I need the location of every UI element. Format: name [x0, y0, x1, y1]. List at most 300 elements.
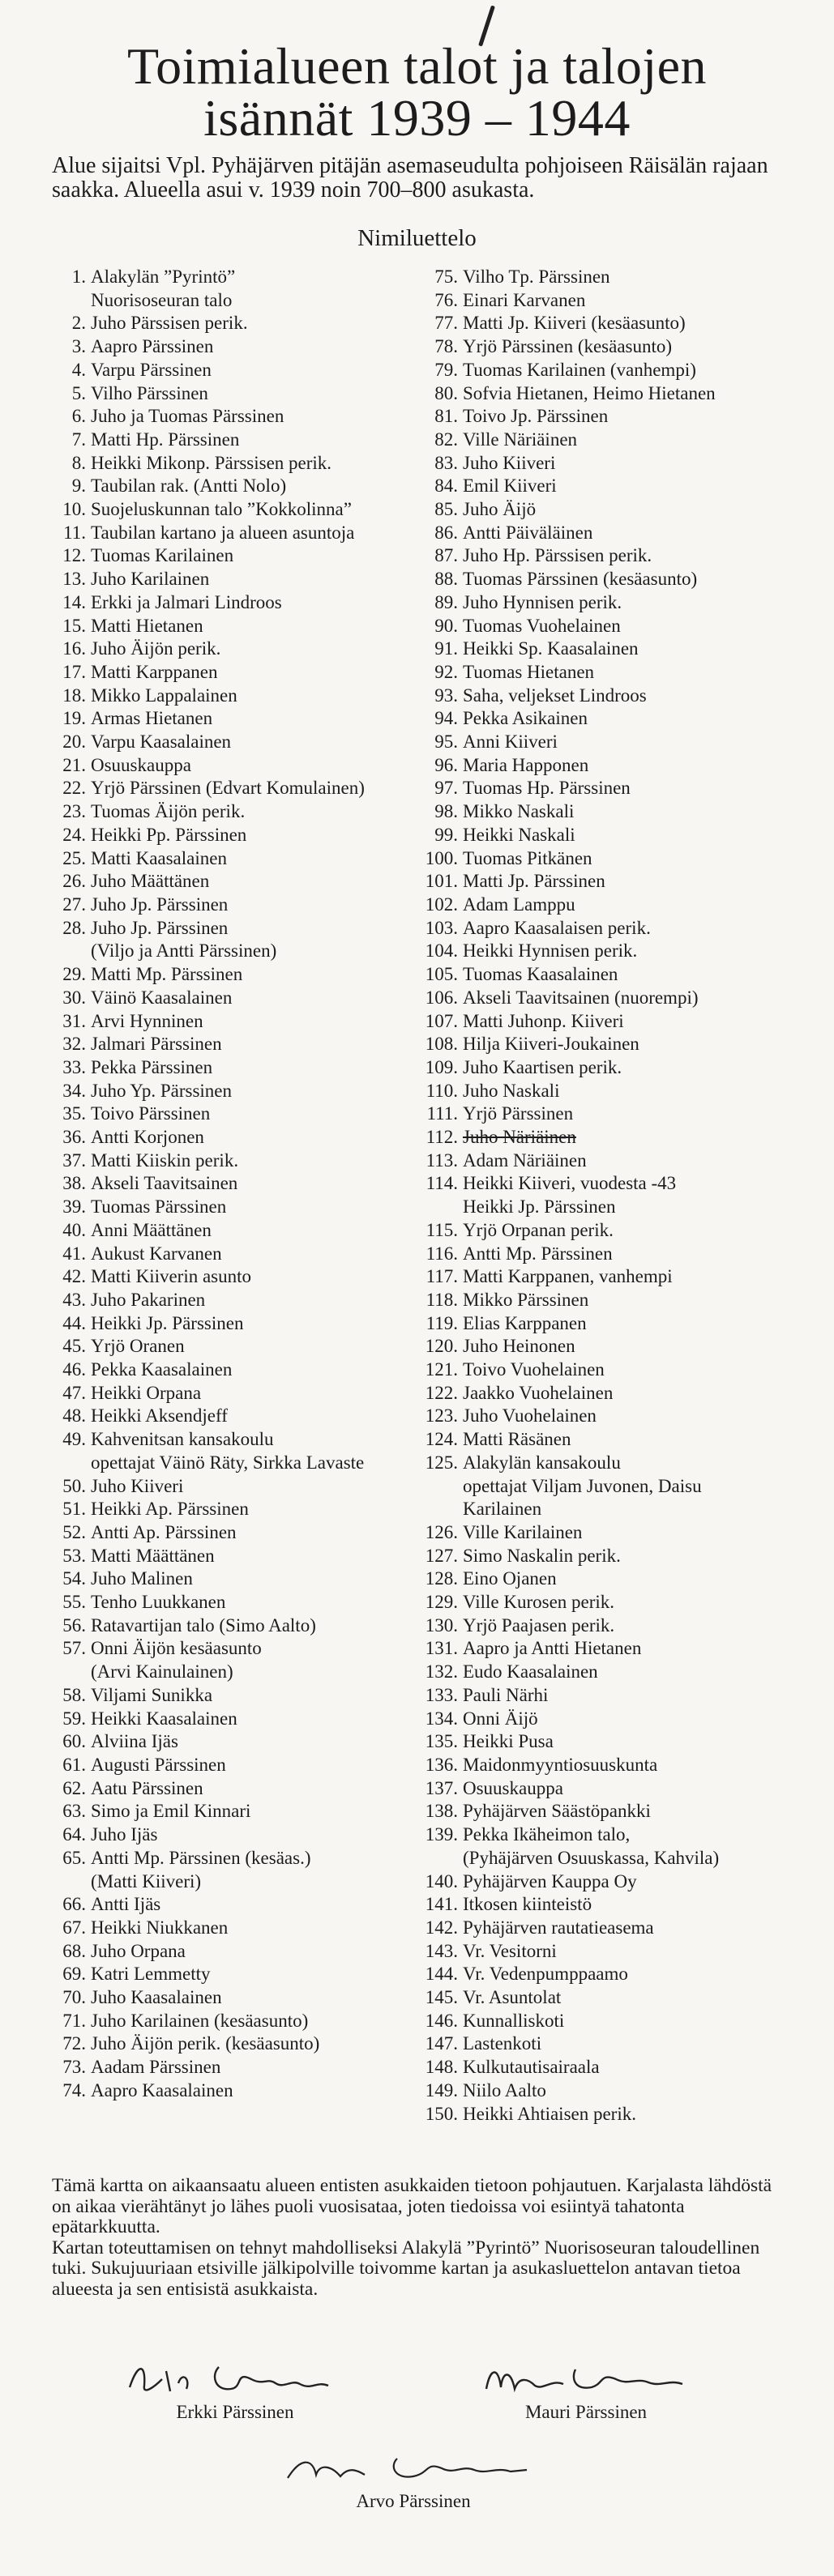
item-number: 25. [62, 847, 86, 868]
item-name: Tenho Luukkanen [91, 1592, 226, 1613]
item-number: 32. [62, 1034, 86, 1055]
item-number: 105. [425, 964, 458, 985]
list-item [409, 1637, 790, 1661]
list-item [409, 498, 790, 522]
list-item [47, 1870, 420, 1894]
item-number: 39. [62, 1196, 86, 1218]
list-item [409, 1730, 790, 1754]
item-number: 116. [426, 1243, 458, 1264]
signature-scribble [122, 2355, 365, 2403]
item-number: 22. [62, 778, 86, 799]
list-item [47, 754, 420, 778]
item-name: Lastenkoti [463, 2033, 542, 2054]
item-number: 76. [434, 289, 458, 310]
item-number: 94. [434, 708, 458, 729]
item-number: 20. [62, 731, 86, 753]
item-number: 66. [62, 1894, 86, 1915]
list-item [409, 2103, 790, 2126]
item-name: Juho Äijön perik. [91, 638, 221, 659]
list-item [47, 1010, 420, 1034]
list-item [409, 544, 790, 568]
item-name: Matti Jp. Pärssinen [463, 871, 605, 892]
item-name: (Viljo ja Antti Pärssinen) [91, 940, 277, 962]
item-name: Heikki Kiiveri, vuodesta -43 [463, 1173, 677, 1194]
item-number: 73. [62, 2057, 86, 2078]
signature-name: Erkki Pärssinen [176, 2402, 294, 2422]
list-item [47, 870, 420, 893]
list-item [409, 1823, 790, 1847]
list-item [47, 1056, 420, 1080]
list-item [47, 1614, 420, 1638]
list-item [409, 1196, 790, 1219]
list-item [47, 800, 420, 824]
item-name: Jalmari Pärssinen [91, 1034, 222, 1055]
item-number: 123. [425, 1405, 458, 1427]
list-item [47, 312, 420, 335]
item-number: 141. [425, 1894, 458, 1915]
list-item [47, 731, 420, 754]
list-item [47, 1823, 420, 1847]
item-number: 120. [425, 1336, 458, 1357]
list-item [409, 824, 790, 847]
item-name: Heikki Naskali [463, 824, 575, 845]
list-item [47, 1196, 420, 1219]
item-number: 126. [425, 1521, 458, 1542]
item-name: Yrjö Orpanan perik. [463, 1219, 614, 1240]
item-name: Adam Lamppu [463, 893, 575, 915]
item-name: Juho Äijö [463, 499, 537, 520]
item-name: Heikki Aksendjeff [91, 1405, 228, 1427]
item-number: 2. [71, 313, 86, 334]
item-number: 117. [426, 1266, 458, 1287]
item-name: Tuomas Kaasalainen [463, 964, 618, 985]
item-number: 74. [62, 2079, 86, 2100]
list-item [409, 429, 790, 452]
list-item [409, 2056, 790, 2079]
item-number: 68. [62, 1940, 86, 1961]
list-item [47, 1567, 420, 1591]
list-item [409, 1149, 790, 1173]
list-item [409, 405, 790, 429]
item-name: Juho Yp. Pärssinen [91, 1080, 233, 1101]
item-number: 12. [62, 545, 86, 566]
item-name: Emil Kiiveri [463, 476, 557, 497]
list-item [47, 1243, 420, 1266]
item-name: Matti Mp. Pärssinen [91, 964, 243, 985]
item-name: Kulkutautisairaala [463, 2057, 600, 2078]
signature-scribble [276, 2442, 543, 2491]
item-name: Heikki Ap. Pärssinen [91, 1499, 249, 1520]
item-number: 18. [62, 685, 86, 706]
item-name: Onni Äijö [463, 1708, 538, 1729]
list-item [409, 1661, 790, 1684]
item-name: (Matti Kiiveri) [91, 1870, 202, 1891]
list-item [409, 266, 790, 289]
item-name: Juho Ijäs [91, 1824, 158, 1845]
list-item [409, 870, 790, 893]
list-item [409, 754, 790, 778]
item-number: 15. [62, 615, 86, 636]
item-name: Pauli Närhi [463, 1684, 549, 1705]
list-item [47, 382, 420, 406]
item-number: 119. [426, 1312, 458, 1333]
item-number: 8. [71, 452, 86, 473]
item-name: Yrjö Paajasen perik. [463, 1614, 615, 1636]
item-name: Eudo Kaasalainen [463, 1661, 598, 1683]
list-item [47, 1800, 420, 1823]
item-name: Eino Ojanen [463, 1568, 557, 1589]
item-name: Heikki Hynnisen perik. [463, 940, 638, 962]
list-item [409, 1102, 790, 1126]
item-name: Varpu Kaasalainen [91, 731, 232, 753]
list-item [47, 987, 420, 1010]
item-name: Aukust Karvanen [91, 1243, 222, 1264]
item-number: 81. [434, 406, 458, 427]
item-number: 129. [425, 1592, 458, 1613]
item-name: Antti Päiväläinen [463, 522, 593, 543]
list-item [409, 1243, 790, 1266]
item-number: 59. [62, 1708, 86, 1729]
list-item [409, 1777, 790, 1801]
item-number: 135. [425, 1731, 458, 1752]
list-item [409, 335, 790, 359]
item-name: Akseli Taavitsainen [91, 1173, 238, 1194]
item-name: Heikki Pp. Pärssinen [91, 824, 247, 845]
signature-name: Mauri Pärssinen [524, 2402, 648, 2422]
item-number: 72. [62, 2033, 86, 2054]
item-name: Juho ja Tuomas Pärssinen [91, 406, 284, 427]
item-number: 67. [62, 1917, 86, 1938]
item-name: Juho Karilainen (kesäasunto) [91, 2010, 309, 2031]
name-list-left [47, 266, 420, 2103]
item-name: Arvi Hynninen [91, 1010, 203, 1031]
list-item [47, 1475, 420, 1499]
item-name: Heikki Niukkanen [91, 1917, 229, 1938]
list-item [47, 1708, 420, 1731]
item-name: Einari Karvanen [463, 289, 586, 310]
list-item [47, 940, 420, 963]
item-number: 103. [425, 917, 458, 938]
item-name: Tuomas Hietanen [463, 661, 595, 682]
list-item [409, 987, 790, 1010]
item-number: 107. [425, 1010, 458, 1031]
item-name: Aapro Pärssinen [91, 336, 214, 357]
item-name: Erkki ja Jalmari Lindroos [91, 591, 282, 612]
list-item [47, 1172, 420, 1196]
list-item [47, 475, 420, 498]
item-name: Itkosen kiinteistö [463, 1894, 592, 1915]
list-item [409, 568, 790, 591]
item-name: Heikki Sp. Kaasalainen [463, 638, 639, 659]
item-number: 80. [434, 382, 458, 403]
item-name: Juho Kiiveri [91, 1475, 184, 1496]
item-number: 143. [425, 1940, 458, 1961]
item-name: Tuomas Vuohelainen [463, 615, 621, 636]
list-item [409, 452, 790, 476]
list-item [409, 312, 790, 335]
item-name: Vilho Tp. Pärssinen [463, 267, 610, 287]
list-item [409, 800, 790, 824]
item-name: Tuomas Äijön perik. [91, 801, 246, 822]
list-item [47, 522, 420, 545]
item-number: 82. [434, 429, 458, 450]
item-number: 98. [434, 801, 458, 822]
item-number: 130. [425, 1614, 458, 1636]
item-name: Mikko Lappalainen [91, 685, 237, 706]
item-number: 115. [426, 1219, 458, 1240]
item-number: 101. [425, 871, 458, 892]
item-name: Pekka Ikäheimon talo, [463, 1824, 631, 1845]
item-name: Heikki Kaasalainen [91, 1708, 237, 1729]
item-number: 31. [62, 1010, 86, 1031]
item-number: 77. [434, 313, 458, 334]
item-number: 125. [425, 1452, 458, 1473]
list-item [47, 359, 420, 382]
item-name: Ville Näriäinen [463, 429, 578, 450]
item-number: 55. [62, 1592, 86, 1613]
item-name: Matti Kiiverin asunto [91, 1266, 252, 1287]
list-item [47, 335, 420, 359]
item-name: Antti Korjonen [91, 1127, 204, 1148]
signature-scribble [470, 2355, 705, 2403]
list-item [47, 824, 420, 847]
item-name: Yrjö Oranen [91, 1336, 185, 1357]
list-item [409, 1940, 790, 1964]
item-name: Vr. Vesitorni [463, 1940, 557, 1961]
item-name: Ratavartijan talo (Simo Aalto) [91, 1614, 316, 1636]
list-item [409, 1056, 790, 1080]
list-item [409, 1172, 790, 1196]
list-item [409, 1521, 790, 1545]
item-name: Antti Mp. Pärssinen [463, 1243, 613, 1264]
list-item [47, 1149, 420, 1173]
item-name: Aapro Kaasalaisen perik. [463, 917, 651, 938]
item-number: 49. [62, 1429, 86, 1450]
item-name: Matti Kaasalainen [91, 847, 227, 868]
item-name: Heikki Jp. Pärssinen [91, 1312, 244, 1333]
list-item [47, 1312, 420, 1336]
item-name: Tuomas Pitkänen [463, 847, 592, 868]
item-name: Vr. Vedenpumppaamo [463, 1964, 628, 1985]
item-name: Juho Naskali [463, 1080, 560, 1101]
item-name: Heikki Pusa [463, 1731, 554, 1752]
item-name: Hilja Kiiveri-Joukainen [463, 1034, 639, 1055]
list-item [47, 963, 420, 987]
list-item [409, 522, 790, 545]
item-number: 65. [62, 1847, 86, 1868]
item-name: Anni Määttänen [91, 1219, 212, 1240]
item-number: 144. [425, 1964, 458, 1985]
list-item [409, 1033, 790, 1056]
item-name: Vr. Asuntolat [463, 1987, 562, 2008]
item-name: Tuomas Karilainen [91, 545, 234, 566]
item-number: 30. [62, 987, 86, 1008]
item-number: 100. [425, 847, 458, 868]
item-name: Juho Vuohelainen [463, 1405, 597, 1427]
item-number: 124. [425, 1429, 458, 1450]
list-item [47, 917, 420, 940]
list-item [409, 1963, 790, 1986]
item-name: Juho Määttänen [91, 871, 210, 892]
list-item [47, 498, 420, 522]
list-item [409, 1917, 790, 1940]
list-item [409, 1708, 790, 1731]
list-item [47, 777, 420, 800]
item-name: Juho Karilainen [91, 569, 210, 590]
item-name: Matti Räsänen [463, 1429, 571, 1450]
list-item [409, 1335, 790, 1358]
list-item [47, 707, 420, 731]
item-number: 147. [425, 2033, 458, 2054]
item-name: Akseli Taavitsainen (nuorempi) [463, 987, 699, 1008]
list-item [409, 1545, 790, 1568]
item-number: 145. [425, 1987, 458, 2008]
item-name: Heikki Orpana [91, 1382, 202, 1403]
item-name: Saha, veljekset Lindroos [463, 685, 647, 706]
item-number: 114. [426, 1173, 458, 1194]
item-number: 37. [62, 1149, 86, 1171]
list-item [47, 591, 420, 615]
item-name: Toivo Vuohelainen [463, 1359, 605, 1380]
item-number: 60. [62, 1731, 86, 1752]
item-name: Matti Hietanen [91, 615, 203, 636]
list-item [47, 615, 420, 638]
item-name: Heikki Ahtiaisen perik. [463, 2103, 636, 2124]
list-item [409, 1428, 790, 1452]
item-number: 9. [71, 476, 86, 497]
list-item [47, 2032, 420, 2056]
item-name: Pyhäjärven rautatieasema [463, 1917, 654, 1938]
item-number: 71. [62, 2010, 86, 2031]
item-name: Kunnalliskoti [463, 2010, 565, 2031]
item-number: 146. [425, 2010, 458, 2031]
list-item [409, 1614, 790, 1638]
item-number: 91. [434, 638, 458, 659]
item-name: Armas Hietanen [91, 708, 213, 729]
name-list-right [409, 266, 790, 2126]
list-item [409, 289, 790, 313]
item-number: 11. [63, 522, 86, 543]
list-item [47, 1265, 420, 1289]
signature-arvo [276, 2442, 543, 2491]
list-item [47, 1405, 420, 1428]
list-item [409, 475, 790, 498]
item-name: Simo Naskalin perik. [463, 1545, 621, 1566]
item-name: Juho Orpana [91, 1940, 186, 1961]
item-number: 102. [425, 893, 458, 915]
item-number: 149. [425, 2079, 458, 2100]
item-number: 108. [425, 1034, 458, 1055]
item-name: Ville Kurosen perik. [463, 1592, 615, 1613]
signature-erkki [122, 2355, 365, 2403]
item-name: Nuorisoseuran talo [91, 289, 233, 310]
item-number: 14. [62, 591, 86, 612]
item-number: 90. [434, 615, 458, 636]
item-number: 19. [62, 708, 86, 729]
item-name: opettajat Viljam Juvonen, Daisu [463, 1475, 702, 1496]
list-item [409, 1452, 790, 1475]
item-number: 88. [434, 569, 458, 590]
item-number: 17. [62, 661, 86, 682]
item-name: Augusti Pärssinen [91, 1755, 226, 1775]
item-name: Antti Ijäs [91, 1894, 161, 1915]
signature-name: Arvo Pärssinen [356, 2491, 471, 2511]
footer-paragraph: Kartan toteuttamisen on tehnyt mahdolliseksi Alakylä ”Pyrintö” Nuorisoseuran taloudellinen tuki. Sukujuuriaan etsiville jälkipolville toivomme kartan ja asukasluettelon antavan tietoa alueesta ja sen entisistä asukkaista. [52, 2237, 760, 2300]
item-name: Alakylän ”Pyrintö” [91, 267, 236, 287]
item-name: Juho Kaartisen perik. [463, 1056, 622, 1077]
item-name: Juho Pakarinen [91, 1289, 206, 1310]
list-item [47, 289, 420, 313]
list-item [409, 777, 790, 800]
list-item [47, 2079, 420, 2103]
item-number: 56. [62, 1614, 86, 1636]
item-number: 62. [62, 1777, 86, 1798]
item-name: Osuuskauppa [91, 754, 191, 775]
list-item [47, 568, 420, 591]
item-name: Maidonmyyntiosuuskunta [463, 1755, 658, 1775]
item-number: 133. [425, 1684, 458, 1705]
list-item [47, 1102, 420, 1126]
item-name: Onni Äijön kesäasunto [91, 1638, 262, 1659]
item-number: 121. [425, 1359, 458, 1380]
item-number: 26. [62, 871, 86, 892]
item-number: 97. [434, 778, 458, 799]
item-name: Varpu Pärssinen [91, 359, 212, 380]
item-number: 85. [434, 499, 458, 520]
list-item [47, 1033, 420, 1056]
item-name: Anni Kiiveri [463, 731, 558, 753]
item-name: Pekka Pärssinen [91, 1056, 213, 1077]
item-name: Juho Hp. Pärssisen perik. [463, 545, 652, 566]
list-item [409, 1986, 790, 2010]
item-name: Juho Heinonen [463, 1336, 575, 1357]
list-item [47, 405, 420, 429]
item-name: Simo ja Emil Kinnari [91, 1801, 251, 1822]
list-item [47, 1498, 420, 1521]
item-name: Matti Jp. Kiiveri (kesäasunto) [463, 313, 686, 334]
item-number: 99. [434, 824, 458, 845]
item-number: 16. [62, 638, 86, 659]
item-number: 61. [62, 1755, 86, 1775]
item-name: Niilo Aalto [463, 2079, 546, 2100]
list-item [409, 1405, 790, 1428]
list-item [47, 2056, 420, 2079]
list-item [409, 1847, 790, 1870]
item-name: Juho Äijön perik. (kesäasunto) [91, 2033, 320, 2054]
list-item [409, 2032, 790, 2056]
item-name: Taubilan kartano ja alueen asuntoja [91, 522, 355, 543]
item-name: Juho Näriäinen [463, 1127, 576, 1148]
item-name: Yrjö Pärssinen (Edvart Komulainen) [91, 778, 365, 799]
list-item [409, 1312, 790, 1336]
list-item [409, 1498, 790, 1521]
item-number: 43. [62, 1289, 86, 1310]
item-name: Toivo Jp. Pärssinen [463, 406, 609, 427]
item-number: 44. [62, 1312, 86, 1333]
item-name: Alakylän kansakoulu [463, 1452, 621, 1473]
item-number: 83. [434, 452, 458, 473]
item-number: 27. [62, 893, 86, 915]
item-number: 128. [425, 1568, 458, 1589]
item-name: Kahvenitsan kansakoulu [91, 1429, 274, 1450]
item-name: Suojeluskunnan talo ”Kokkolinna” [91, 499, 352, 520]
item-name: Mikko Naskali [463, 801, 575, 822]
item-name: Pyhäjärven Säästöpankki [463, 1801, 651, 1822]
list-item [409, 359, 790, 382]
item-name: Ville Karilainen [463, 1521, 583, 1542]
item-number: 92. [434, 661, 458, 682]
item-number: 95. [434, 731, 458, 753]
